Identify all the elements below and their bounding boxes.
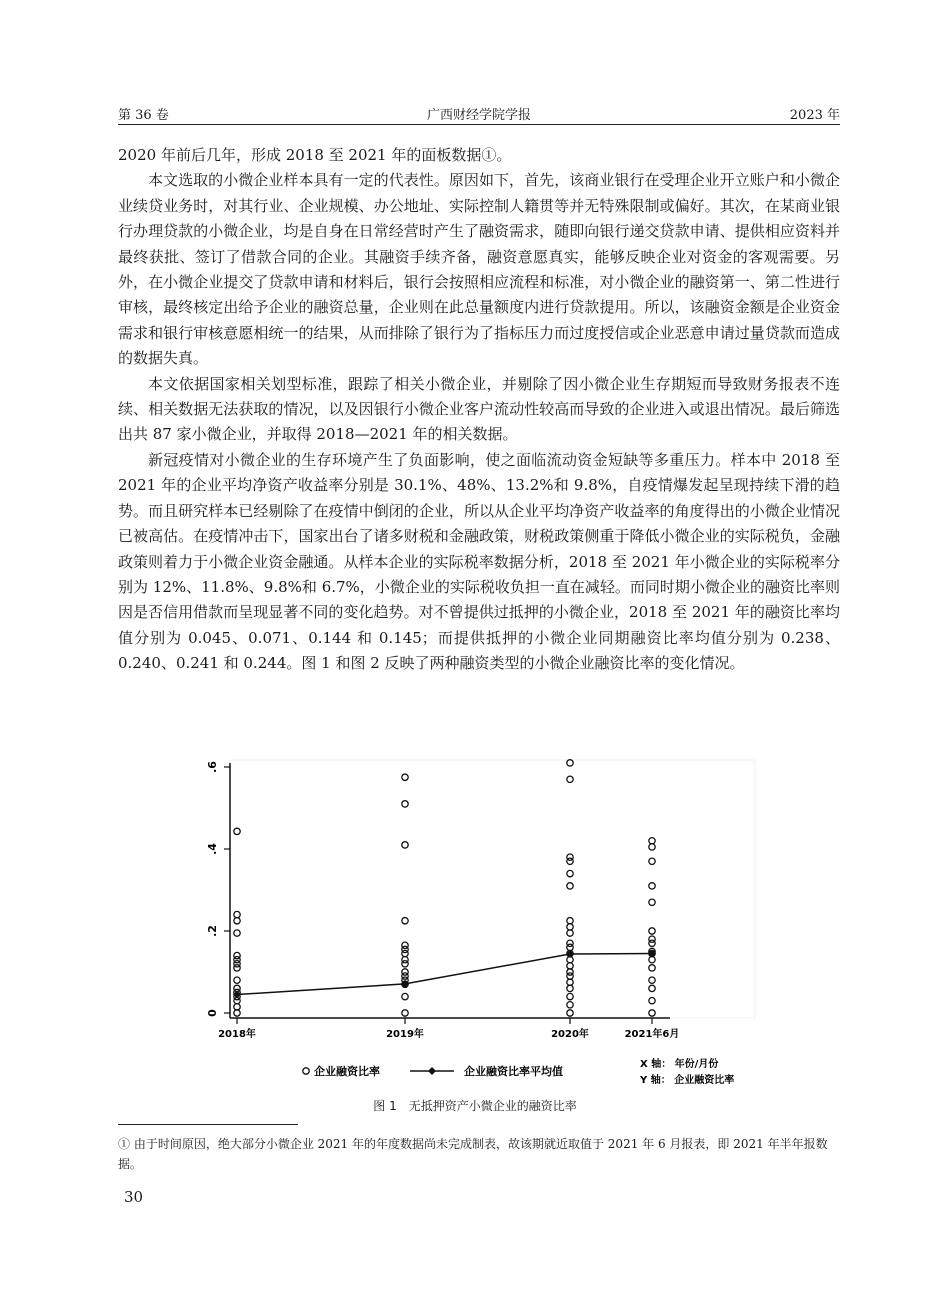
paragraph: 新冠疫情对小微企业的生存环境产生了负面影响，使之面临流动资金短缺等多重压力。样本中 2018 至 2021 年的企业平均净资产收益率分别是 30.1%、48%、13.2%和 9.8%，自疫情爆发起呈现持续下滑的趋势。而且研究样本已经剔除了在疫情中倒闭的企业，所以从企业平均净资产收益率的角度得出的小微企业情况已被高估。在疫情冲击下，国家出台了诸多财税和金融政策，财税政策侧重于降低小微企业的实际税负，金融政策则着力于小微企业资金融通。从样本企业的实际税率数据分析，2018 至 2021 年小微企业的实际税率分别为 12%、11.8%、9.8%和 6.7%，小微企业的实际税收负担一直在减轻。而同时期小微企业的融资比率则因是否信用借款而呈现显著不同的变化趋势。对不曾提供过抵押的小微企业，2018 至 2021 年的融资比率均值分别为 0.045、0.071、0.144 和 0.145；而提供抵押的小微企业同期融资比率均值分别为 0.238、0.240、0.241 和 0.244。图 1 和图 2 反映了两种融资类型的小微企业融资比率的变化情况。 (118, 450, 840, 673)
y-tick-label: .2 (206, 925, 219, 937)
volume-label: 第 36 卷 (118, 108, 169, 123)
running-header (118, 104, 840, 126)
year-label: 2023 年 (789, 108, 840, 123)
footnote: ① 由于时间原因，绝大部分小微企业 2021 年的年度数据尚未完成制表，故该期就近取值于 2021 年 6 月报表，即 2021 年半年报数据。 (118, 1137, 828, 1171)
header-rule (118, 124, 840, 125)
y-tick-label: .6 (206, 761, 219, 773)
x-axis-note: X 轴： 年份/月份 (640, 1059, 719, 1070)
paragraph: 本文依据国家相关划型标准，跟踪了相关小微企业，并剔除了因小微企业生存期短而导致财务报表不连续、相关数据无法获取的情况，以及因银行小微企业客户流动性较高而导致的企业进入或退出情况。最后筛选出共 87 家小微企业，并取得 2018—2021 年的相关数据。 (118, 374, 840, 444)
y-tick-label: .4 (206, 843, 219, 855)
x-tick-label: 2018年 (218, 1029, 256, 1040)
figure-1 (200, 755, 760, 1095)
y-axis-note: Y 轴： 企业融资比率 (640, 1075, 735, 1086)
journal-title: 广西财经学院学报 (426, 108, 532, 123)
legend-scatter-label: 企业融资比率 (314, 1065, 380, 1078)
x-tick-label: 2019年 (386, 1029, 424, 1040)
body-text (118, 143, 840, 677)
legend-line-label: 企业融资比率平均值 (464, 1065, 563, 1078)
footnote-rule (118, 1124, 298, 1125)
scatter-chart (200, 755, 760, 1095)
figure-caption: 图 1 无抵押资产小微企业的融资比率 (373, 1099, 577, 1113)
paragraph: 2020 年前后几年，形成 2018 至 2021 年的面板数据①。 (118, 146, 512, 164)
page-number: 30 (124, 1188, 144, 1206)
y-tick-label: 0 (206, 1009, 219, 1017)
x-tick-label: 2021年6月 (624, 1029, 680, 1040)
paragraph: 本文选取的小微企业样本具有一定的代表性。原因如下，首先，该商业银行在受理企业开立账户和小微企业续贷业务时，对其行业、企业规模、办公地址、实际控制人籍贯等并无特殊限制或偏好。其次，在某商业银行办理贷款的小微企业，均是自身在日常经营时产生了融资需求，随即向银行递交贷款申请、提供相应资料并最终获批、签订了借款合同的企业。其融资手续齐备，融资意愿真实，能够反映企业对资金的客观需要。另外，在小微企业提交了贷款申请和材料后，银行会按照相应流程和标准，对小微企业的融资第一、第二性进行审核，最终核定出给予企业的融资总量，企业则在此总量额度内进行贷款提用。所以，该融资金额是企业资金需求和银行审核意愿相统一的结果，从而排除了银行为了指标压力而过度授信或企业恶意申请过量贷款而造成的数据失真。 (118, 171, 840, 368)
x-tick-label: 2020年 (551, 1029, 589, 1040)
